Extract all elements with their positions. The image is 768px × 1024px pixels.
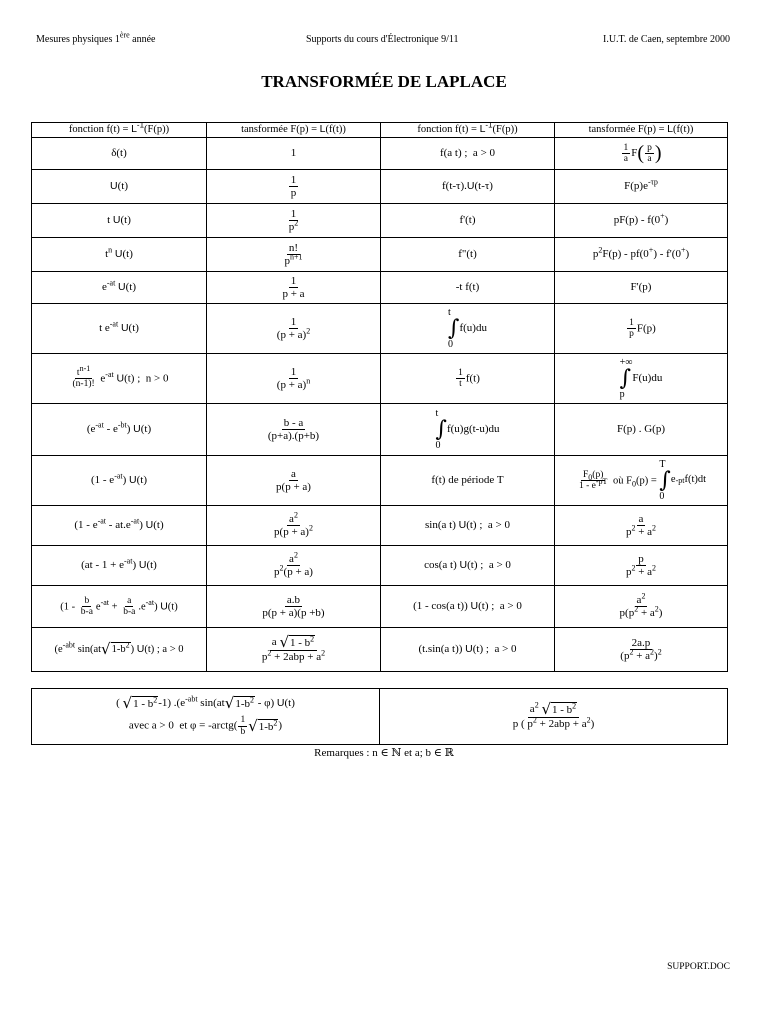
table-cell: $\frac{b - a}{(p+a).(p+b)}$	[207, 404, 381, 456]
table-cell: t U(t)	[32, 204, 207, 238]
remark: Remarques : n ∈ ℕ et a; b ∈ ℝ	[314, 747, 454, 759]
table-cell: $F(p)e^{-\tau p}$	[555, 170, 728, 204]
table-cell: $\frac{1}{a}$ F( $\frac{p}{a}$ )	[555, 138, 728, 170]
column-header: tansformée F(p) = L(f(t))	[555, 123, 728, 138]
table-cell: f"(t)	[381, 238, 555, 272]
table-row	[32, 628, 728, 672]
table-row	[32, 546, 728, 586]
table-header-row	[32, 123, 728, 138]
table-cell: $\frac{a^2}{p^2(p + a)}$	[207, 546, 381, 586]
table-row	[32, 204, 728, 238]
column-header: fonction $f(t) = L^{-1}(F(p))$	[32, 123, 207, 138]
column-header: tansformée F(p) = L(f(t))	[207, 123, 381, 138]
table-cell: pF(p) - f(0+)	[555, 204, 728, 238]
table-cell: -t f(t)	[381, 272, 555, 304]
table-cell: $\frac{a^2}{p(p^2 + a^2)}$	[555, 586, 728, 628]
table-cell: $(1 - e^{-at} - at.e^{-at})$ U(t)	[32, 506, 207, 546]
table-row	[32, 456, 728, 506]
table-cell: $\frac{F_0(p)}{1 - e^{-pT}}$ où $F_0(p)$ = T ∫ 0 e -pt f(t)dt	[555, 456, 728, 506]
table-cell: $(1 - e^{-at})$ U(t)	[32, 456, 207, 506]
table-cell: $\frac{1}{t}$ f(t)	[381, 354, 555, 404]
table-cell: $\frac{p}{p^2 + a^2}$	[555, 546, 728, 586]
table-cell: t ∫ 0 f(u)g(t-u)du	[381, 404, 555, 456]
table-cell: a √ $1 - b^2$ $p^2 + 2abp + a^2$	[207, 628, 381, 672]
table-cell: $\frac{t^{n-1}}{(n-1)!}$ $e^{-at}$ U(t) ; n > 0	[32, 354, 207, 404]
table-row	[32, 304, 728, 354]
table-cell: $(at - 1 + e^{-at})$ U(t)	[32, 546, 207, 586]
table-cell: t ∫ 0 f(u)du	[381, 304, 555, 354]
table-cell: δ(t)	[32, 138, 207, 170]
header-left: Mesures physiques 1ère année	[36, 30, 156, 45]
table-cell: $\frac{1}{p + a}$	[207, 272, 381, 304]
table-cell: $\frac{1}{p}$	[207, 170, 381, 204]
table-row	[32, 272, 728, 304]
table-cell: t $e^{-at}$ U(t)	[32, 304, 207, 354]
table-cell: $t^n$ U(t)	[32, 238, 207, 272]
laplace-table	[31, 122, 728, 672]
table-cell: f(t-τ).U(t-τ)	[381, 170, 555, 204]
table-cell: (t.sin(a t)) U(t) ; a > 0	[381, 628, 555, 672]
table-cell: ( √ $1 - b^2$ -1) $.(e^{-abt}$ sin(at √ $1-b^2$ - φ) U(t) avec a > 0 et φ = -arctg( $\frac{1}{b}$ √ $1-b^2$ )	[32, 689, 380, 745]
table-cell: $\frac{1}{p}$ F(p)	[555, 304, 728, 354]
table-cell: $\frac{a.b}{p(p + a)(p +b)}$	[207, 586, 381, 628]
table-cell: $a^2$ √ $1 - b^2$ p ( $p^2 + 2abp + a^2$)	[380, 689, 728, 745]
table-cell: F(p) . G(p)	[555, 404, 728, 456]
table-cell: F'(p)	[555, 272, 728, 304]
table-cell: $\frac{1}{(p + a)^n}$	[207, 354, 381, 404]
table-row	[32, 404, 728, 456]
table-cell: 1	[207, 138, 381, 170]
table-cell: cos(a t) U(t) ; a > 0	[381, 546, 555, 586]
table-cell: $\frac{n!}{p^{n+1}}$	[207, 238, 381, 272]
table-row	[32, 238, 728, 272]
table-row	[32, 689, 728, 745]
table-cell: $\frac{a}{p(p + a)}$	[207, 456, 381, 506]
header-right: I.U.T. de Caen, septembre 2000	[603, 34, 730, 45]
table-cell: (1 - $\frac{b}{b-a}$ $e^{-at}$ + $\frac{a}{b-a}$ $.e^{-at}$) U(t)	[32, 586, 207, 628]
table-cell: ($e^{-abt}$ sin(at √ $1-b^2$ ) U(t) ; a > 0	[32, 628, 207, 672]
header-center: Supports du cours d'Électronique 9/11	[306, 34, 459, 45]
table-cell: $\frac{2a.p}{(p^2 + a^2)^2}$	[555, 628, 728, 672]
table-row	[32, 138, 728, 170]
table-cell: +∞ ∫ p F(u)du	[555, 354, 728, 404]
table-cell: f(a t) ; a > 0	[381, 138, 555, 170]
table-cell: U(t)	[32, 170, 207, 204]
table-row	[32, 354, 728, 404]
table-cell: $\frac{a^2}{p(p + a)^2}$	[207, 506, 381, 546]
table-cell: $\frac{a}{p^2 + a^2}$	[555, 506, 728, 546]
table-cell: $\frac{1}{p^2}$	[207, 204, 381, 238]
table-cell: (1 - cos(a t)) U(t) ; a > 0	[381, 586, 555, 628]
table-cell: f'(t)	[381, 204, 555, 238]
table-row	[32, 506, 728, 546]
table-cell: $e^{-at}$ U(t)	[32, 272, 207, 304]
table-cell: $(e^{-at} - e^{-bt})$ U(t)	[32, 404, 207, 456]
table-cell: $\frac{1}{(p + a)^2}$	[207, 304, 381, 354]
table-cell: $p^2F(p) - pf(0^+) - f'(0^+)$	[555, 238, 728, 272]
additional-transform-table	[31, 688, 728, 745]
page-title: TRANSFORMÉE DE LAPLACE	[261, 72, 507, 91]
table-row	[32, 170, 728, 204]
footer-label: SUPPORT.DOC	[667, 962, 730, 972]
table-cell: f(t) de période T	[381, 456, 555, 506]
column-header: fonction $f(t) = L^{-1}(F(p))$	[381, 123, 555, 138]
table-cell: sin(a t) U(t) ; a > 0	[381, 506, 555, 546]
table-row	[32, 586, 728, 628]
